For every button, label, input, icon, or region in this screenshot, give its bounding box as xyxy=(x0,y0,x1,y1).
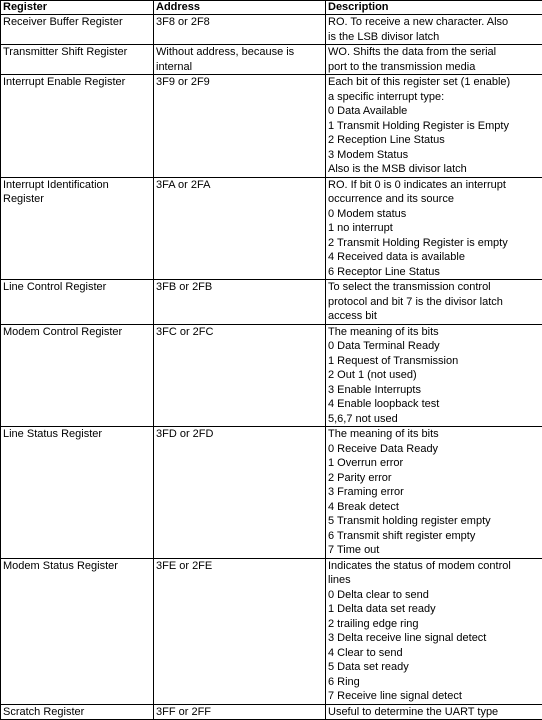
description-line: Also is the MSB divisor latch xyxy=(328,162,540,177)
description-line: 5 Data set ready xyxy=(328,660,540,675)
description-line: is the LSB divisor latch xyxy=(328,30,540,45)
register-name: Line Status Register xyxy=(1,427,154,559)
description-line: lines xyxy=(328,573,540,588)
description-line: 5,6,7 not used xyxy=(328,412,540,427)
description-line: 7 Time out xyxy=(328,543,540,558)
description-line: 1 Delta data set ready xyxy=(328,602,540,617)
description-line: WO. Shifts the data from the serial xyxy=(328,45,540,60)
table-row xyxy=(1,45,542,75)
register-description xyxy=(326,558,542,704)
description-line: a specific interrupt type: xyxy=(328,90,540,105)
table-row xyxy=(1,558,542,704)
description-line: 3 Enable Interrupts xyxy=(328,383,540,398)
description-line: 6 Receptor Line Status xyxy=(328,265,540,280)
register-name: Modem Control Register xyxy=(1,324,154,427)
description-line: 6 Transmit shift register empty xyxy=(328,529,540,544)
register-name: Modem Status Register xyxy=(1,558,154,704)
register-name: Interrupt Enable Register xyxy=(1,75,154,178)
table-row xyxy=(1,177,542,280)
description-line: protocol and bit 7 is the divisor latch xyxy=(328,295,540,310)
description-line: 1 no interrupt xyxy=(328,221,540,236)
register-name: Transmitter Shift Register xyxy=(1,45,154,75)
register-description xyxy=(326,427,542,559)
register-name: Interrupt Identification Register xyxy=(1,177,154,280)
register-address: 3FC or 2FC xyxy=(154,324,326,427)
register-name: Line Control Register xyxy=(1,280,154,325)
register-address: Without address, because is internal xyxy=(154,45,326,75)
table-header xyxy=(1,1,542,15)
table-body xyxy=(1,15,542,720)
register-description xyxy=(326,704,542,720)
register-description xyxy=(326,75,542,178)
register-address: 3F9 or 2F9 xyxy=(154,75,326,178)
register-address: 3F8 or 2F8 xyxy=(154,15,326,45)
description-line: 0 Delta clear to send xyxy=(328,588,540,603)
description-line: 2 Reception Line Status xyxy=(328,133,540,148)
description-line: 1 Overrun error xyxy=(328,456,540,471)
description-line: RO. To receive a new character. Also xyxy=(328,15,540,30)
description-line: RO. If bit 0 is 0 indicates an interrupt xyxy=(328,178,540,193)
description-line: 4 Enable loopback test xyxy=(328,397,540,412)
description-line: Useful to determine the UART type xyxy=(328,705,540,720)
table-row xyxy=(1,75,542,178)
table-row xyxy=(1,427,542,559)
description-line: To select the transmission control xyxy=(328,280,540,295)
header-register: Register xyxy=(1,1,154,15)
description-line: 1 Request of Transmission xyxy=(328,354,540,369)
description-line: 4 Received data is available xyxy=(328,250,540,265)
description-line: 2 Out 1 (not used) xyxy=(328,368,540,383)
register-description xyxy=(326,280,542,325)
description-line: 1 Transmit Holding Register is Empty xyxy=(328,119,540,134)
register-address: 3FE or 2FE xyxy=(154,558,326,704)
register-address: 3FA or 2FA xyxy=(154,177,326,280)
description-line: occurrence and its source xyxy=(328,192,540,207)
description-line: 0 Receive Data Ready xyxy=(328,442,540,457)
register-description xyxy=(326,177,542,280)
header-row xyxy=(1,1,542,15)
register-description xyxy=(326,324,542,427)
description-line: 4 Clear to send xyxy=(328,646,540,661)
description-line: 4 Break detect xyxy=(328,500,540,515)
description-line: The meaning of its bits xyxy=(328,325,540,340)
description-line: 0 Data Terminal Ready xyxy=(328,339,540,354)
header-address: Address xyxy=(154,1,326,15)
description-line: 3 Modem Status xyxy=(328,148,540,163)
description-line: 2 trailing edge ring xyxy=(328,617,540,632)
table-row xyxy=(1,324,542,427)
description-line: 3 Framing error xyxy=(328,485,540,500)
description-line: Each bit of this register set (1 enable) xyxy=(328,75,540,90)
register-name: Receiver Buffer Register xyxy=(1,15,154,45)
description-line: Indicates the status of modem control xyxy=(328,559,540,574)
description-line: 3 Delta receive line signal detect xyxy=(328,631,540,646)
register-name: Scratch Register xyxy=(1,704,154,720)
register-address: 3FD or 2FD xyxy=(154,427,326,559)
register-description xyxy=(326,15,542,45)
register-address: 3FB or 2FB xyxy=(154,280,326,325)
table-row xyxy=(1,704,542,720)
header-description: Description xyxy=(326,1,542,15)
description-line: port to the transmission media xyxy=(328,60,540,75)
table-row xyxy=(1,280,542,325)
description-line: 0 Modem status xyxy=(328,207,540,222)
description-line: The meaning of its bits xyxy=(328,427,540,442)
description-line: access bit xyxy=(328,309,540,324)
description-line: 2 Parity error xyxy=(328,471,540,486)
description-line: 7 Receive line signal detect xyxy=(328,689,540,704)
description-line: 6 Ring xyxy=(328,675,540,690)
register-address: 3FF or 2FF xyxy=(154,704,326,720)
table-row xyxy=(1,15,542,45)
register-description xyxy=(326,45,542,75)
description-line: 0 Data Available xyxy=(328,104,540,119)
description-line: 2 Transmit Holding Register is empty xyxy=(328,236,540,251)
description-line: 5 Transmit holding register empty xyxy=(328,514,540,529)
